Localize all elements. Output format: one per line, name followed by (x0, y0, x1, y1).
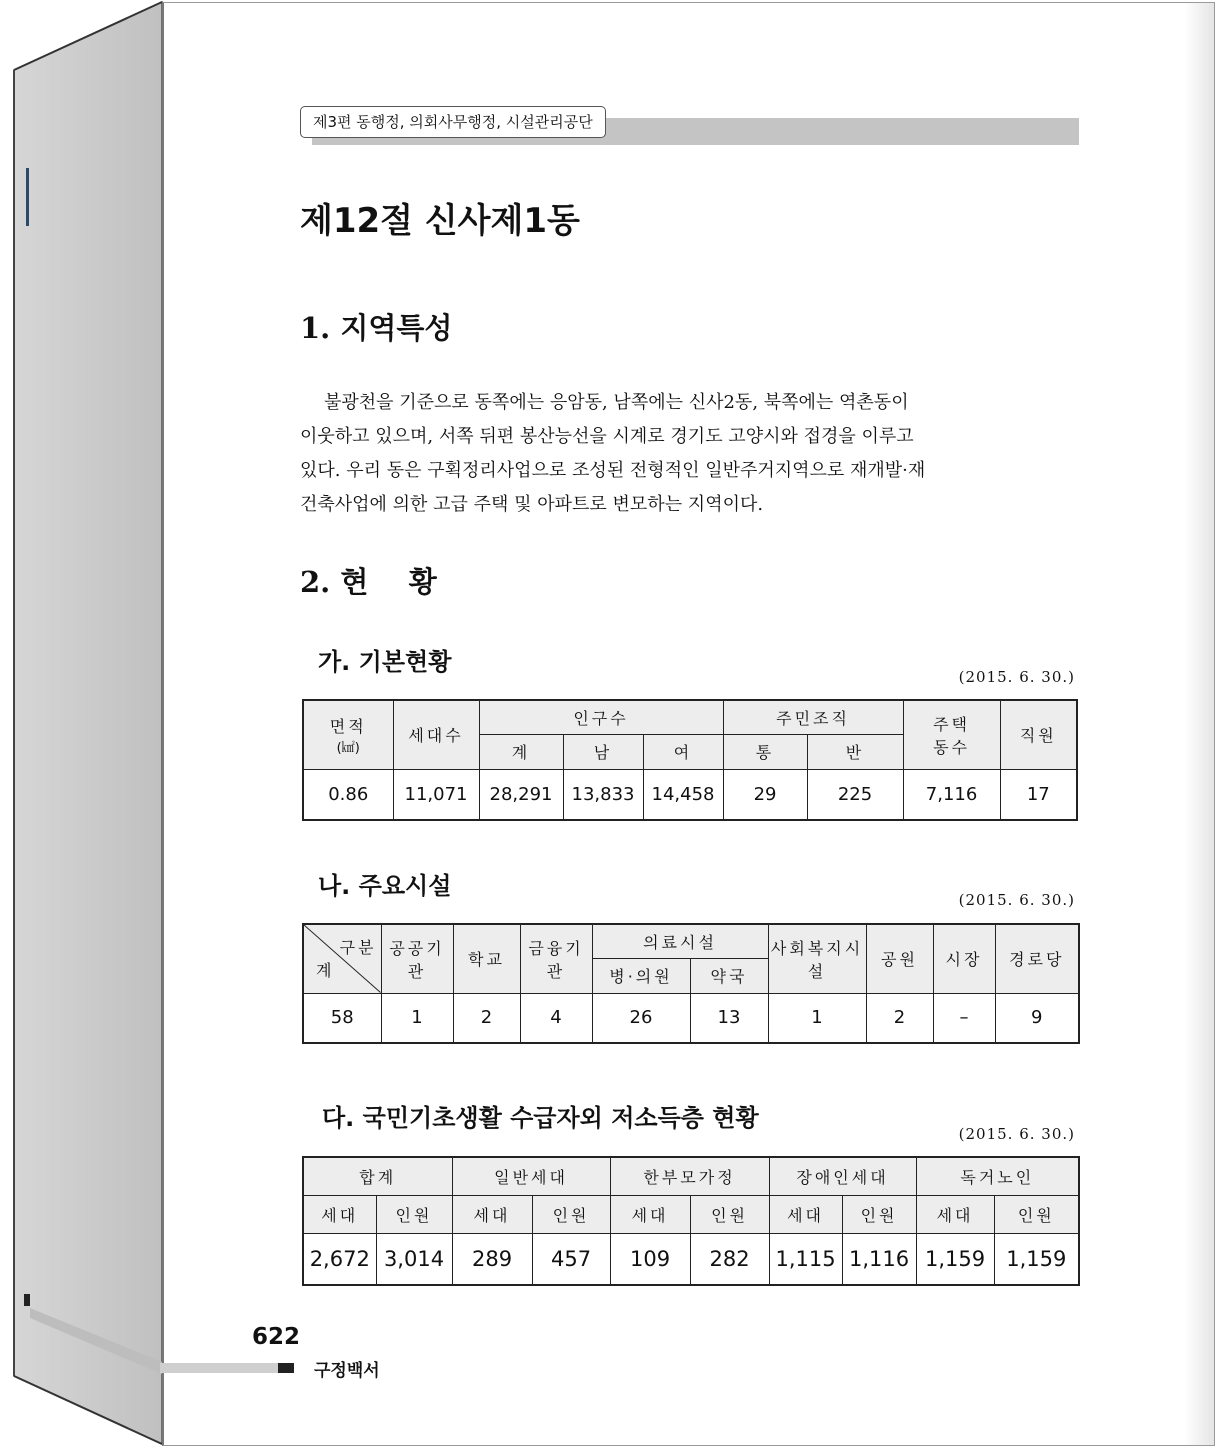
cell: 457 (532, 1233, 610, 1285)
cell: 1,159 (916, 1233, 994, 1285)
col-households: 세대 (303, 1195, 376, 1233)
col-single-parent: 한부모가정 (610, 1157, 769, 1195)
col-disabled-household: 장애인세대 (769, 1157, 916, 1195)
cell: 1 (381, 993, 453, 1043)
col-senior-center: 경로당 (995, 924, 1079, 993)
cell: 3,014 (376, 1233, 452, 1285)
col-resident-org: 주민조직 (723, 700, 903, 734)
cell: 225 (807, 769, 903, 820)
table-row (303, 993, 1079, 1043)
cell: 282 (690, 1233, 769, 1285)
heading-low-income-status: 다. 국민기초생활 수급자외 저소득층 현황 (322, 1104, 759, 1132)
col-tong: 통 (723, 734, 807, 769)
col-households: 세대 (610, 1195, 690, 1233)
col-market: 시장 (933, 924, 995, 993)
cell: 17 (1000, 769, 1077, 820)
low-income-table (302, 1156, 1080, 1286)
basic-status-table (302, 699, 1078, 821)
chapter-tab: 제3편 동행정, 의회사무행정, 시설관리공단 (300, 106, 606, 138)
col-total: 계 (479, 734, 563, 769)
col-school: 학교 (453, 924, 520, 993)
heading-region-characteristics: 1. 지역특성 (300, 311, 453, 345)
col-park: 공원 (866, 924, 933, 993)
page-number: 622 (252, 1324, 301, 1350)
cell: 13,833 (563, 769, 643, 820)
col-households: 세대 (769, 1195, 842, 1233)
col-persons: 인원 (690, 1195, 769, 1233)
col-persons: 인원 (376, 1195, 452, 1233)
col-pharmacy: 약국 (690, 958, 768, 993)
col-finance: 금융기관 (520, 924, 592, 993)
paragraph-line: 불광천을 기준으로 동쪽에는 응암동, 남쪽에는 신사2동, 북쪽에는 역촌동이 (324, 392, 909, 413)
cell: 109 (610, 1233, 690, 1285)
cell: 28,291 (479, 769, 563, 820)
col-households: 세대 (916, 1195, 994, 1233)
heading-basic-status: 가. 기본현황 (318, 648, 452, 676)
paragraph-line: 이웃하고 있으며, 서쪽 뒤편 봉산능선을 시계로 경기도 고양시와 접경을 이루고 (300, 426, 914, 447)
cell: 7,116 (903, 769, 1000, 820)
col-persons: 인원 (994, 1195, 1079, 1233)
cell: 2 (866, 993, 933, 1043)
col-medical: 의료시설 (592, 924, 768, 958)
basic-date: (2015. 6. 30.) (958, 668, 1075, 686)
cell: 29 (723, 769, 807, 820)
cell: 0.86 (303, 769, 393, 820)
col-sum: 합계 (303, 1157, 452, 1195)
paragraph-line: 있다. 우리 동은 구획정리사업으로 조성된 전형적인 일반주거지역으로 재개발·재 (300, 460, 926, 481)
cell: 13 (690, 993, 768, 1043)
col-public: 공공기관 (381, 924, 453, 993)
cell: 2 (453, 993, 520, 1043)
cell: 4 (520, 993, 592, 1043)
cell: 1,115 (769, 1233, 842, 1285)
col-female: 여 (643, 734, 723, 769)
col-staff: 직원 (1000, 700, 1077, 769)
cell: 11,071 (393, 769, 479, 820)
cell: – (933, 993, 995, 1043)
col-persons: 인원 (532, 1195, 610, 1233)
heading-status: 2. 현 황 (300, 565, 437, 599)
book-spine (0, 0, 170, 1446)
footer-bar (160, 1363, 278, 1373)
col-male: 남 (563, 734, 643, 769)
cell: 58 (303, 993, 381, 1043)
major-facilities-table (302, 923, 1080, 1044)
cell: 1 (768, 993, 866, 1043)
section-title: 제12절 신사제1동 (300, 201, 580, 241)
col-hospital: 병·의원 (592, 958, 690, 993)
cell: 26 (592, 993, 690, 1043)
col-general-household: 일반세대 (452, 1157, 610, 1195)
cell: 1,116 (842, 1233, 916, 1285)
region-description (300, 386, 1075, 522)
col-households: 세대 (452, 1195, 532, 1233)
welfare-date: (2015. 6. 30.) (958, 1125, 1075, 1143)
col-category-diagonal: 구분 계 (303, 924, 381, 993)
heading-major-facilities: 나. 주요시설 (318, 872, 452, 900)
col-households: 세대수 (393, 700, 479, 769)
cell: 289 (452, 1233, 532, 1285)
cell: 9 (995, 993, 1079, 1043)
col-ban: 반 (807, 734, 903, 769)
col-elderly-alone: 독거노인 (916, 1157, 1079, 1195)
col-persons: 인원 (842, 1195, 916, 1233)
col-housing: 주택 동수 (903, 700, 1000, 769)
cell: 14,458 (643, 769, 723, 820)
cell: 2,672 (303, 1233, 376, 1285)
table-row (303, 1233, 1079, 1285)
book-title: 구정백서 (314, 1361, 380, 1381)
col-population: 인구수 (479, 700, 723, 734)
facilities-date: (2015. 6. 30.) (958, 891, 1075, 909)
table-row (303, 769, 1077, 820)
cell: 1,159 (994, 1233, 1079, 1285)
footer-marker (278, 1363, 294, 1373)
paragraph-line: 건축사업에 의한 고급 주택 및 아파트로 변모하는 지역이다. (300, 494, 764, 515)
col-welfare-facility: 사회복지시설 (768, 924, 866, 993)
col-area: 면적 (㎢) (303, 700, 393, 769)
